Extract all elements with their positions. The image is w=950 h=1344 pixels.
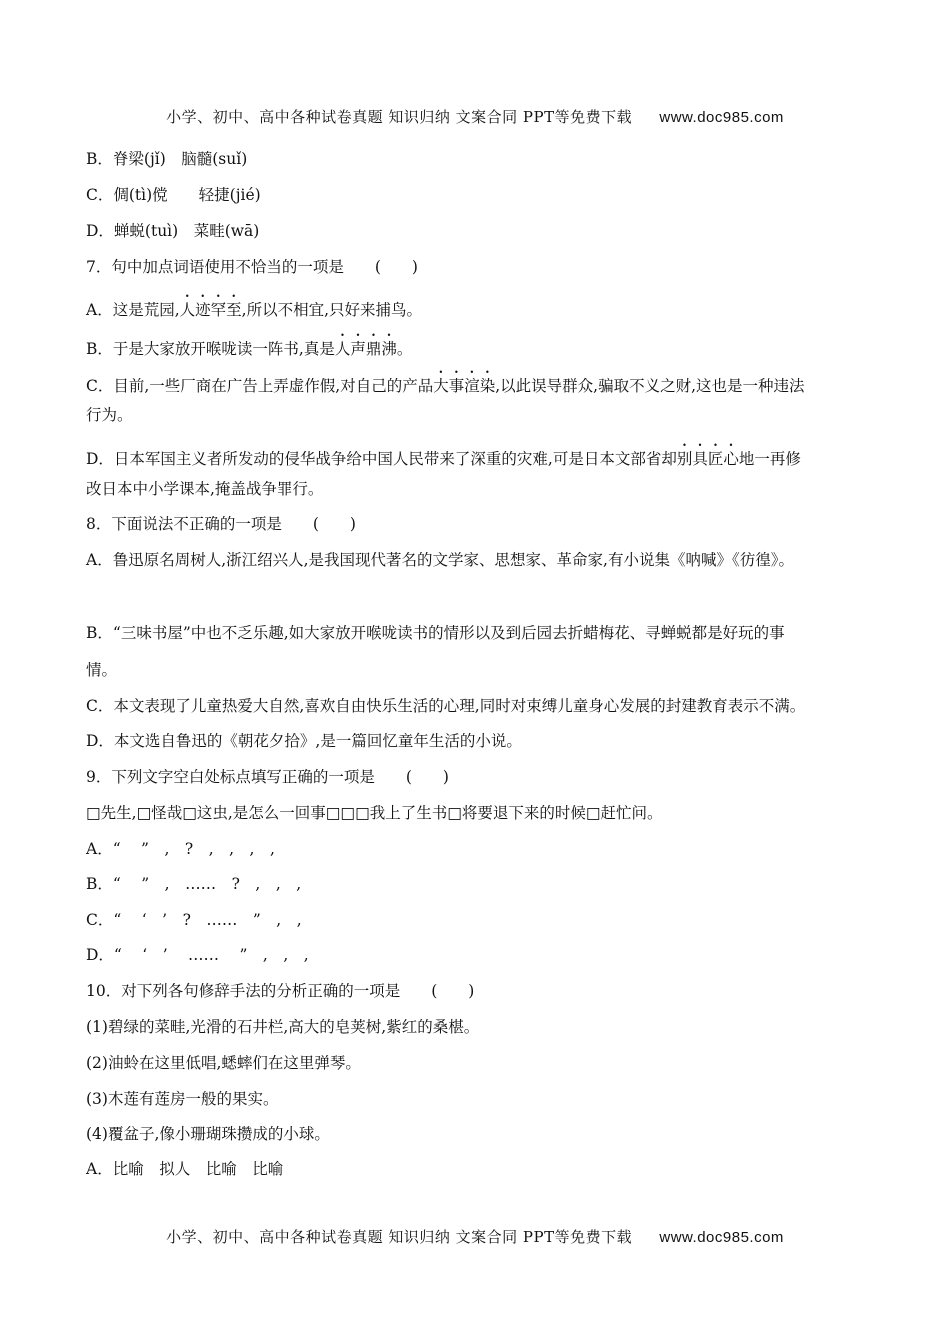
q9-option-a: A．“ ” , ? , , , , <box>86 840 275 858</box>
q10-option-a: A．比喻 拟人 比喻 比喻 <box>86 1160 284 1178</box>
q10-sentence-4: (4)覆盆子,像小珊瑚珠攒成的小球。 <box>86 1125 330 1143</box>
page-header <box>0 106 950 127</box>
footer-site-link[interactable]: www.doc985.com <box>659 1229 784 1246</box>
q7-option-b: B．于是大家放开喉咙读一阵书,真是人声鼎沸。 <box>86 340 413 358</box>
q8-option-d: D．本文选自鲁迅的《朝花夕拾》,是一篇回忆童年生活的小说。 <box>86 732 522 750</box>
header-text: 小学、初中、高中各种试卷真题 知识归纳 文案合同 PPT等免费下载 <box>166 108 633 126</box>
q8-option-c: C．本文表现了儿童热爱大自然,喜欢自由快乐生活的心理,同时对束缚儿童身心发展的封建教育表示不满。 <box>86 697 806 715</box>
q8-option-b: B．“三味书屋”中也不乏乐趣,如大家放开喉咙读书的情形以及到后园去折蜡梅花、寻蝉蜕都是好玩的事 <box>86 624 785 642</box>
q6-option-c: C．倜(tì)傥 轻捷(jié) <box>86 186 261 204</box>
q9-option-b: B．“ ” , …… ? , , , <box>86 875 302 893</box>
q7-a-dotted-word: 人迹罕至 <box>179 301 242 319</box>
q7-stem: 7．句中加点词语使用不恰当的一项是 ( ) <box>86 258 418 276</box>
q9-option-c: C．“ ‘ ’ ? …… ” , , <box>86 911 302 929</box>
q9-stem: 9．下列文字空白处标点填写正确的一项是 ( ) <box>86 768 449 786</box>
q6-option-d: D．蝉蜕(tuì) 菜畦(wā) <box>86 222 260 240</box>
q8-option-b-continued: 情。 <box>86 661 118 679</box>
q7-c-dotted-word: 大事渲染 <box>433 377 496 395</box>
q7-option-c-continued: 行为。 <box>86 406 133 424</box>
q7-d-dotted-word: 别具匠心 <box>676 450 739 468</box>
q10-sentence-2: (2)油蛉在这里低唱,蟋蟀们在这里弹琴。 <box>86 1054 361 1072</box>
q7-b-dotted-word: 人声鼎沸 <box>334 340 397 358</box>
header-site-link[interactable]: www.doc985.com <box>659 109 784 126</box>
page-footer <box>0 1226 950 1247</box>
q10-sentence-1: (1)碧绿的菜畦,光滑的石井栏,高大的皂荚树,紫红的桑椹。 <box>86 1018 480 1036</box>
q9-text: □先生,□怪哉□这虫,是怎么一回事□□□我上了生书□将要退下来的时候□赶忙问。 <box>86 804 663 822</box>
q10-stem: 10．对下列各句修辞手法的分析正确的一项是 ( ) <box>86 982 475 1000</box>
q7-option-d-continued: 改日本中小学课本,掩盖战争罪行。 <box>86 480 324 498</box>
q9-option-d: D．“ ‘ ’ …… ” , , , <box>86 946 309 964</box>
q8-stem: 8．下面说法不正确的一项是 ( ) <box>86 515 356 533</box>
q6-option-b: B．脊梁(jǐ) 脑髓(suǐ) <box>86 150 248 168</box>
q8-option-a: A．鲁迅原名周树人,浙江绍兴人,是我国现代著名的文学家、思想家、革命家,有小说集《呐喊》《彷徨》。 <box>86 551 794 569</box>
q7-option-c: C．目前,一些厂商在广告上弄虚作假,对自己的产品大事渲染,以此误导群众,骗取不义之财,这也是一种违法 <box>86 377 805 395</box>
footer-text: 小学、初中、高中各种试卷真题 知识归纳 文案合同 PPT等免费下载 <box>166 1228 633 1246</box>
q7-option-a: A．这是荒园,人迹罕至,所以不相宜,只好来捕鸟。 <box>86 301 422 319</box>
q7-option-d: D．日本军国主义者所发动的侵华战争给中国人民带来了深重的灾难,可是日本文部省却别具匠心地一再修 <box>86 450 801 468</box>
q10-sentence-3: (3)木莲有莲房一般的果实。 <box>86 1090 279 1108</box>
